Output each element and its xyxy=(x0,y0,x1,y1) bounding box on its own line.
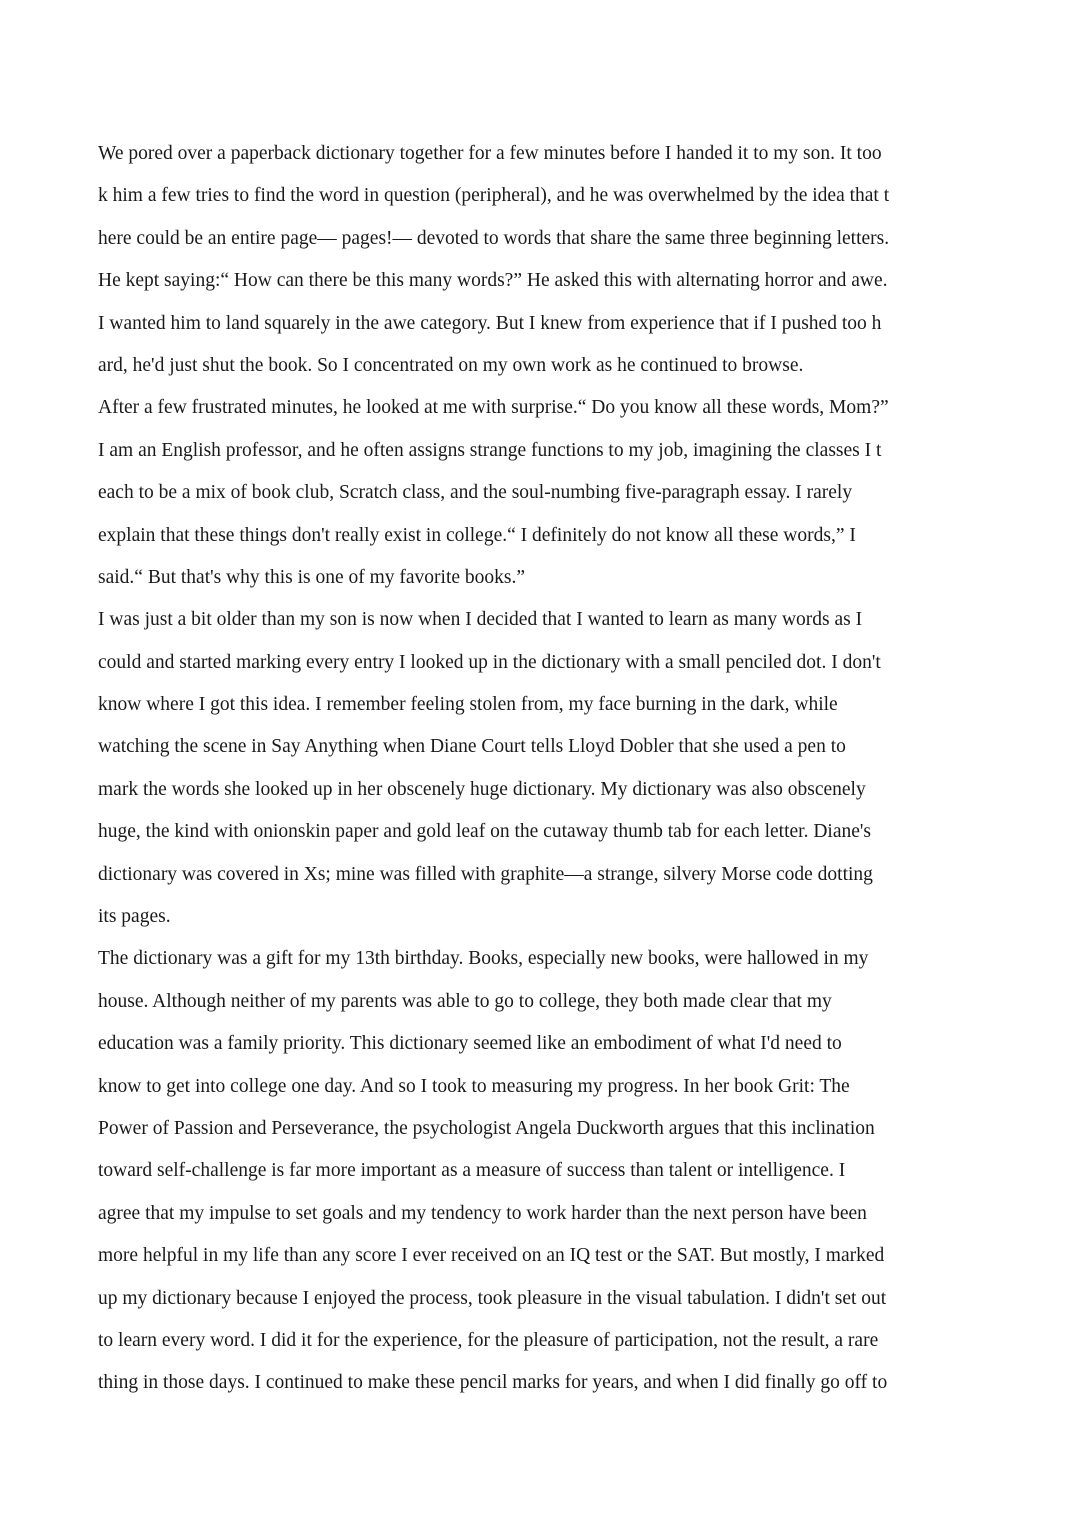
text-line: dictionary was covered in Xs; mine was filled with graphite—a strange, silvery Morse code dotting xyxy=(98,863,873,885)
text-line: I wanted him to land squarely in the awe category. But I knew from experience that if I pushed too h xyxy=(98,312,882,334)
text-line: could and started marking every entry I looked up in the dictionary with a small penciled dot. I don't xyxy=(98,651,881,673)
text-line: huge, the kind with onionskin paper and gold leaf on the cutaway thumb tab for each letter. Diane's xyxy=(98,821,872,843)
text-line: said.“ But that's why this is one of my favorite books.” xyxy=(98,566,526,588)
document-body xyxy=(98,133,982,1405)
text-line: I am an English professor, and he often assigns strange functions to my job, imagining the classes I t xyxy=(98,439,882,461)
text-line: mark the words she looked up in her obscenely huge dictionary. My dictionary was also obscenely xyxy=(98,778,866,800)
text-line: know to get into college one day. And so I took to measuring my progress. In her book Grit: The xyxy=(98,1075,850,1097)
text-line: know where I got this idea. I remember feeling stolen from, my face burning in the dark, while xyxy=(98,694,838,716)
text-line: each to be a mix of book club, Scratch class, and the soul-numbing five-paragraph essay. I rarely xyxy=(98,482,853,504)
text-line: watching the scene in Say Anything when Diane Court tells Lloyd Dobler that she used a pen to xyxy=(98,736,846,758)
text-line: here could be an entire page— pages!— devoted to words that share the same three beginning letters. xyxy=(98,227,890,249)
text-line: up my dictionary because I enjoyed the process, took pleasure in the visual tabulation. I didn't set out xyxy=(98,1287,887,1309)
text-line: agree that my impulse to set goals and my tendency to work harder than the next person have been xyxy=(98,1202,867,1224)
text-line: toward self-challenge is far more important as a measure of success than talent or intelligence. I xyxy=(98,1160,846,1182)
text-line: After a few frustrated minutes, he looked at me with surprise.“ Do you know all these words, Mom?” xyxy=(98,397,889,419)
text-line: thing in those days. I continued to make these pencil marks for years, and when I did finally go off to xyxy=(98,1372,888,1394)
text-line: He kept saying:“ How can there be this many words?” He asked this with alternating horror and awe. xyxy=(98,270,888,292)
text-line: education was a family priority. This dictionary seemed like an embodiment of what I'd need to xyxy=(98,1033,842,1055)
text-line: to learn every word. I did it for the experience, for the pleasure of participation, not the result, a rare xyxy=(98,1329,879,1351)
text-line: ard, he'd just shut the book. So I concentrated on my own work as he continued to browse. xyxy=(98,354,804,376)
text-line: We pored over a paperback dictionary together for a few minutes before I handed it to my son. It too xyxy=(98,143,882,164)
text-line: k him a few tries to find the word in question (peripheral), and he was overwhelmed by the idea that t xyxy=(98,185,890,207)
text-line: house. Although neither of my parents was able to go to college, they both made clear that my xyxy=(98,990,832,1012)
text-line: I was just a bit older than my son is now when I decided that I wanted to learn as many words as I xyxy=(98,609,863,631)
text-line: its pages. xyxy=(98,906,171,928)
text-line: explain that these things don't really exist in college.“ I definitely do not know all these words,” I xyxy=(98,524,856,546)
text-line: The dictionary was a gift for my 13th birthday. Books, especially new books, were hallowed in my xyxy=(98,948,869,970)
text-line: Power of Passion and Perseverance, the psychologist Angela Duckworth argues that this inclination xyxy=(98,1117,875,1139)
text-line: more helpful in my life than any score I ever received on an IQ test or the SAT. But mostly, I marked xyxy=(98,1245,885,1267)
